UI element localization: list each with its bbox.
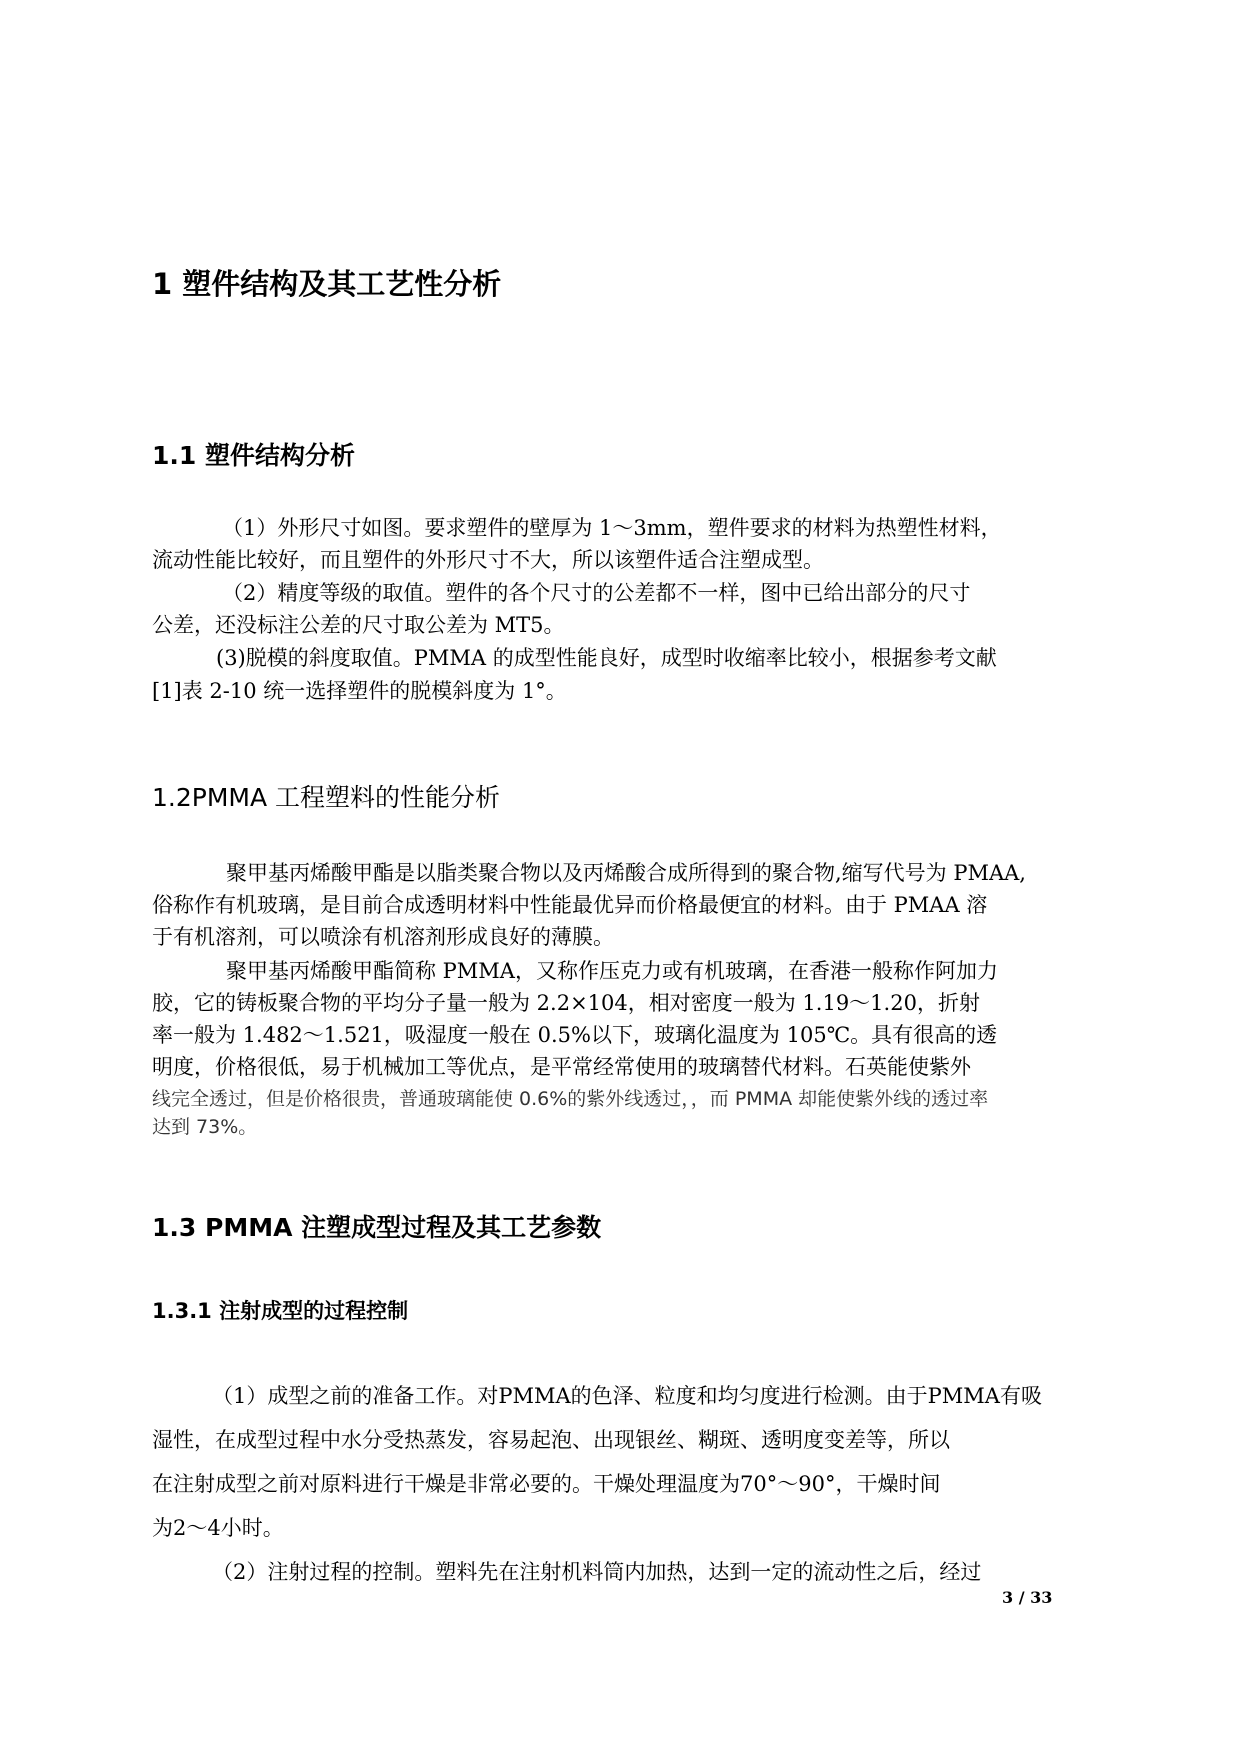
paragraph-line: 聚甲基丙烯酸甲酯简称 PMMA，又称作压克力或有机玻璃，在香港一般称作阿加力: [226, 959, 998, 983]
paragraph-line: 湿性，在成型过程中水分受热蒸发，容易起泡、出现银丝、糊斑、透明度变差等，所以: [152, 1428, 950, 1452]
paragraph-line: 明度，价格很低，易于机械加工等优点，是平常经常使用的玻璃替代材料。石英能使紫外: [152, 1055, 971, 1079]
paragraph-line: 为2～4小时。: [152, 1516, 284, 1540]
paragraph-line: （2）精度等级的取值。塑件的各个尺寸的公差都不一样，图中已给出部分的尺寸: [222, 581, 971, 605]
chapter-heading: 1 塑件结构及其工艺性分析: [152, 267, 502, 301]
paragraph-line: (3)脱模的斜度取值。PMMA 的成型性能良好，成型时收缩率比较小，根据参考文献: [216, 646, 997, 670]
paragraph-line-small: 线完全透过，但是价格很贵，普通玻璃能使 0.6%的紫外线透过，，而 PMMA 却能使紫外线的透过率: [152, 1088, 989, 1110]
subsection-heading-1-3-1: 1.3.1 注射成型的过程控制: [152, 1299, 409, 1323]
paragraph-line: 聚甲基丙烯酸甲酯是以脂类聚合物以及丙烯酸合成所得到的聚合物,缩写代号为 PMAA,: [226, 861, 1026, 885]
paragraph-line: （2）注射过程的控制。塑料先在注射机料筒内加热，达到一定的流动性之后，经过: [212, 1560, 982, 1584]
paragraph-line: 流动性能比较好，而且塑件的外形尺寸不大，所以该塑件适合注塑成型。: [152, 548, 824, 572]
section-heading-1-1: 1.1 塑件结构分析: [152, 441, 355, 470]
paragraph-line-small: 达到 73%。: [152, 1116, 258, 1138]
page-number: 3 / 33: [1002, 1588, 1053, 1607]
paragraph-line: 率一般为 1.482～1.521，吸湿度一般在 0.5%以下，玻璃化温度为 105℃。具有很高的透: [152, 1023, 998, 1047]
paragraph-line: （1）成型之前的准备工作。对PMMA的色泽、粒度和均匀度进行检测。由于PMMA有吸: [212, 1384, 1042, 1408]
paragraph-line: 公差，还没标注公差的尺寸取公差为 MT5。: [152, 613, 565, 637]
paragraph-line: 胶，它的铸板聚合物的平均分子量一般为 2.2×104，相对密度一般为 1.19～1.20，折射: [152, 991, 980, 1015]
section-heading-1-2: 1.2PMMA 工程塑料的性能分析: [152, 783, 501, 812]
paragraph-line: [1]表 2-10 统一选择塑件的脱模斜度为 1°。: [152, 679, 567, 703]
section-heading-1-3: 1.3 PMMA 注塑成型过程及其工艺参数: [152, 1213, 602, 1242]
paragraph-line: 在注射成型之前对原料进行干燥是非常必要的。干燥处理温度为70°～90°，干燥时间: [152, 1472, 941, 1496]
paragraph-line: 俗称作有机玻璃，是目前合成透明材料中性能最优异而价格最便宜的材料。由于 PMAA 溶: [152, 893, 988, 917]
paragraph-line: （1）外形尺寸如图。要求塑件的壁厚为 1～3mm，塑件要求的材料为热塑性材料，: [222, 516, 1002, 540]
paragraph-line: 于有机溶剂，可以喷涂有机溶剂形成良好的薄膜。: [152, 925, 614, 949]
